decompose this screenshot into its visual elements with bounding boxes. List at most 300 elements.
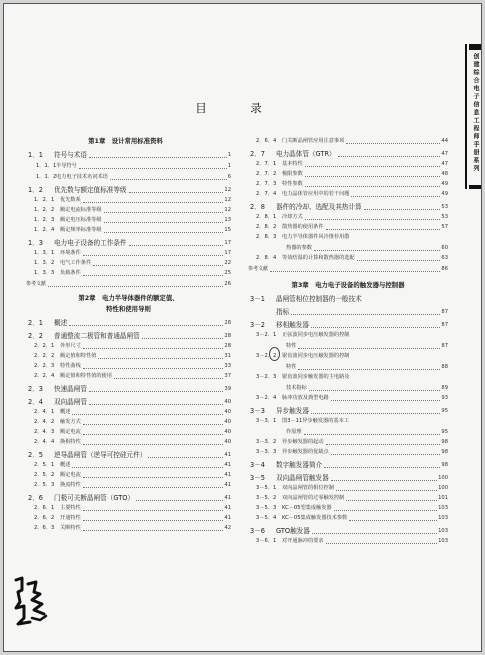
toc-page-number: 89 — [441, 385, 448, 391]
toc-entry — [248, 199, 448, 212]
toc-page-number: 98 — [441, 449, 448, 455]
toc-entry-title: 环境条件 — [60, 250, 81, 256]
toc-entry — [248, 304, 448, 317]
toc-page-number: 28 — [224, 320, 231, 326]
toc-leader-dots — [305, 166, 441, 167]
toc-entry — [26, 417, 231, 427]
toc-entry-title: 对开通脉冲的要求 — [282, 538, 324, 544]
toc-page-number: 25 — [224, 270, 231, 276]
toc-leader-dots — [331, 400, 441, 401]
toc-leader-dots — [338, 156, 441, 157]
toc-entry-number: 2．5．1 — [34, 462, 55, 468]
toc-entry-title: 散热器的使用条件 — [282, 224, 324, 230]
toc-page-number: 40 — [224, 409, 231, 415]
toc-entry — [26, 437, 231, 447]
toc-page-number: 95 — [441, 408, 448, 414]
toc-entry-number: 2．6 — [28, 494, 43, 502]
toc-leader-dots — [114, 378, 224, 379]
toc-entry — [248, 169, 448, 179]
toc-entry-title: 额定频率标准等级 — [60, 227, 102, 233]
toc-entry — [26, 248, 231, 258]
toc-entry-number: 3－6 — [250, 527, 265, 535]
toc-entry-title: 基本特性 — [282, 161, 303, 167]
toc-entry-title: 正弦波同步电压触发器的控制 — [282, 332, 350, 338]
toc-entry-number: 2．4．2 — [34, 419, 55, 425]
toc-entry — [248, 330, 448, 340]
toc-entry-title: 普通整流二极管和普通晶闸管 — [54, 332, 140, 340]
toc-leader-dots — [83, 434, 224, 435]
toc-entry-number: 2．7．3 — [256, 181, 277, 187]
toc-entry — [248, 291, 448, 304]
toc-entry-title: 晶闸管相位控制器的一般技术 — [276, 295, 362, 303]
toc-entry-title: KC－05型集成触发器 — [282, 505, 332, 511]
toc-entry-title: 特性 — [286, 343, 297, 349]
toc-page-number: 26 — [224, 281, 231, 287]
toc-page-number: 87 — [441, 343, 448, 349]
toc-page-number: 95 — [441, 429, 448, 435]
toc-entry-number: 2．3 — [28, 385, 43, 393]
toc-entry-number: 1．2．4 — [34, 227, 55, 233]
toc-entry-number: 2．2 — [28, 332, 43, 340]
toc-entry-number: 3－2．3 — [256, 374, 277, 380]
toc-leader-dots — [346, 143, 440, 144]
toc-page-number: 63 — [441, 255, 448, 261]
side-tab — [465, 44, 482, 189]
toc-page-number: 40 — [224, 439, 231, 445]
toc-entry — [26, 460, 231, 470]
toc-leader-dots — [346, 500, 437, 501]
toc-entry — [26, 470, 231, 480]
toc-page-number: 33 — [224, 363, 231, 369]
toc-leader-dots — [89, 404, 223, 405]
toc-page-number: 28 — [224, 333, 231, 339]
toc-entry-title: 图3－11异步触发器的基本工 — [282, 418, 349, 424]
document-page — [3, 3, 482, 652]
toc-entry-title: 额定值和特性值的使用 — [60, 373, 112, 379]
toc-entry-number: 2．8．2 — [256, 224, 277, 230]
toc-leader-dots — [305, 186, 441, 187]
toc-entry-number: 3－2 — [250, 321, 265, 329]
toc-page-number: 40 — [224, 399, 231, 405]
toc-entry-number: 2．8．1 — [256, 214, 277, 220]
toc-page-number: 86 — [441, 266, 448, 272]
toc-entry — [26, 268, 231, 278]
toc-page-number: 40 — [224, 419, 231, 425]
toc-entry-title: 双向晶闸管的相位控制 — [282, 485, 334, 491]
toc-entry — [248, 382, 448, 393]
toc-leader-dots — [83, 255, 224, 256]
toc-entry — [248, 536, 448, 546]
toc-leader-dots — [83, 477, 224, 478]
toc-leader-dots — [83, 444, 224, 445]
toc-page-number: 1 — [227, 152, 231, 158]
toc-entry — [26, 205, 231, 215]
toc-entry-title: 等效结温的计算和散热器的选配 — [282, 255, 355, 261]
toc-page-number: 41 — [224, 472, 231, 478]
toc-page-number: 17 — [224, 250, 231, 256]
toc-entry — [248, 242, 448, 253]
toc-page-number: 28 — [224, 343, 231, 349]
toc-entry-number: 1．1．2 — [36, 174, 57, 180]
toc-entry-title: 概述 — [60, 462, 71, 468]
toc-entry-number: 2．8．4 — [256, 255, 277, 261]
toc-leader-dots — [336, 490, 437, 491]
chapter-heading: 特性和使用导则 — [106, 305, 151, 313]
toc-leader-dots — [291, 314, 440, 315]
toc-entry — [248, 372, 448, 382]
toc-entry-title: KC－05集成触发器技术参数 — [282, 515, 348, 521]
toc-entry-title: 特性参数 — [282, 181, 303, 187]
toc-entry-title: 参考文献 — [26, 281, 47, 287]
toc-leader-dots — [326, 229, 441, 230]
toc-entry-number: 2．5．2 — [34, 472, 55, 478]
side-tab-text: 创建综合电子信息工程师手册系列 — [472, 53, 479, 173]
toc-page-number: 40 — [224, 429, 231, 435]
toc-entry-number: 3－3．1 — [256, 418, 277, 424]
toc-entry-number: 2．7．4 — [256, 191, 277, 197]
side-tab-bottom-bar — [469, 185, 482, 189]
toc-leader-dots — [98, 358, 223, 359]
toc-page-number: 53 — [441, 214, 448, 220]
toc-entry — [248, 416, 448, 426]
toc-page-number: 47 — [441, 151, 448, 157]
toc-leader-dots — [364, 209, 441, 210]
toc-page-number: 41 — [224, 515, 231, 521]
toc-page-number: 87 — [441, 322, 448, 328]
toc-page-number: 41 — [224, 482, 231, 488]
toc-entry — [26, 278, 231, 289]
toc-entry-number: 1．2．1 — [34, 197, 55, 203]
toc-entry — [248, 232, 448, 242]
toc-entry — [248, 263, 448, 274]
toc-entry — [26, 480, 231, 490]
toc-entry-title: 快速晶闸管 — [54, 385, 87, 393]
toc-leader-dots — [72, 467, 223, 468]
toc-page-number: 100 — [438, 485, 448, 491]
toc-entry — [248, 361, 448, 372]
toc-page-number: 88 — [441, 364, 448, 370]
toc-entry — [26, 235, 231, 248]
toc-entry — [26, 503, 231, 513]
toc-leader-dots — [324, 467, 440, 468]
toc-entry — [248, 159, 448, 169]
toc-page-number: 41 — [224, 452, 231, 458]
toc-page-number: 98 — [441, 462, 448, 468]
toc-entry — [26, 225, 231, 235]
toc-entry-title: 脉冲功放及典型电路 — [282, 395, 329, 401]
toc-entry — [26, 160, 231, 171]
toc-leader-dots — [83, 275, 224, 276]
toc-entry-number: 1．2．2 — [34, 207, 55, 213]
toc-page-number: 41 — [224, 505, 231, 511]
toc-page-number: 13 — [224, 217, 231, 223]
toc-entry-title: 逆导晶闸管（逆导可控硅元件） — [54, 451, 147, 459]
toc-page-number: 53 — [441, 204, 448, 210]
toc-leader-dots — [83, 530, 224, 531]
toc-entry-title: 负载条件 — [60, 270, 81, 276]
toc-entry-title: 电力晶体管应用中的若干问题 — [282, 191, 350, 197]
toc-leader-dots — [83, 510, 224, 511]
toc-leader-dots — [305, 219, 441, 220]
toc-entry — [248, 447, 448, 457]
toc-page-number: 39 — [224, 386, 231, 392]
toc-entry — [26, 381, 231, 394]
toc-entry-number: 2．4．1 — [34, 409, 55, 415]
toc-entry-title: 异步触发器的起动 — [282, 439, 324, 445]
toc-entry-number: 1．1．1 — [36, 163, 57, 169]
toc-page-number: 100 — [438, 475, 448, 481]
toc-page-number: 1 — [227, 163, 231, 169]
toc-entry-title: 优先数与额定值标准等级 — [54, 186, 127, 194]
toc-page-number: 22 — [224, 260, 231, 266]
toc-entry-number: 1．3．2 — [34, 260, 55, 266]
toc-entry-number: 2．1 — [28, 319, 43, 327]
toc-entry-title: 参考文献 — [248, 266, 269, 272]
toc-page-number: 103 — [438, 528, 448, 534]
toc-right-column — [248, 136, 448, 546]
toc-page-number: 17 — [224, 240, 231, 246]
toc-entry-title: 换相特性 — [60, 439, 81, 445]
toc-entry-title: 额定值和特性值 — [60, 353, 97, 359]
toc-entry-title: 门极可关断晶闸管（GTO） — [54, 494, 135, 502]
toc-page-number: 12 — [224, 207, 231, 213]
chapter-heading: 第3章 电力电子设备的触发器与控制器 — [291, 281, 405, 289]
toc-entry — [248, 253, 448, 263]
toc-leader-dots — [79, 168, 227, 169]
toc-page-number: 48 — [441, 171, 448, 177]
toc-entry — [26, 407, 231, 417]
toc-leader-dots — [304, 434, 441, 435]
toc-entry — [248, 426, 448, 437]
toc-page-number: 103 — [438, 538, 448, 544]
toc-leader-dots — [83, 202, 224, 203]
toc-entry-title: 额定电流标准等级 — [60, 207, 102, 213]
toc-page-number: 12 — [224, 197, 231, 203]
toc-entry-title: 额定电流 — [60, 429, 81, 435]
toc-entry — [248, 317, 448, 330]
toc-entry-title: 额定电压标准等级 — [60, 217, 102, 223]
toc-entry-title: GTO触发器 — [276, 527, 310, 535]
toc-page-number: 93 — [441, 395, 448, 401]
toc-entry-number: 1．1 — [28, 151, 43, 159]
page-title: 目 录 — [195, 101, 278, 115]
toc-leader-dots — [72, 414, 223, 415]
toc-entry-title: 开通特性 — [60, 515, 81, 521]
toc-page-number: 103 — [438, 505, 448, 511]
toc-leader-dots — [93, 265, 223, 266]
toc-entry-number: 2．2．1 — [34, 343, 55, 349]
toc-entry-number: 2．6．4 — [256, 138, 277, 144]
toc-entry — [248, 503, 448, 513]
toc-leader-dots — [142, 338, 224, 339]
toc-page-number: 41 — [224, 462, 231, 468]
toc-entry-title: 技术指标 — [286, 385, 307, 391]
toc-entry — [26, 447, 231, 460]
toc-leader-dots — [83, 520, 224, 521]
toc-entry-title: 主要特性 — [60, 505, 81, 511]
toc-entry-number: 1．2．3 — [34, 217, 55, 223]
toc-leader-dots — [148, 457, 223, 458]
toc-entry — [248, 493, 448, 503]
toc-entry-title: 特性 — [286, 364, 297, 370]
toc-leader-dots — [83, 368, 224, 369]
toc-leader-dots — [129, 192, 224, 193]
toc-page-number: 15 — [224, 227, 231, 233]
toc-page-number: 101 — [438, 495, 448, 501]
toc-entry-title: 双向晶闸管触发器 — [276, 474, 329, 482]
toc-entry-title: 作原理 — [286, 429, 302, 435]
toc-entry-title: 特性曲线 — [60, 363, 81, 369]
toc-leader-dots — [331, 454, 441, 455]
toc-entry-number: 3－3 — [250, 407, 265, 415]
toc-entry-number: 2．7．2 — [256, 171, 277, 177]
toc-entry — [248, 470, 448, 483]
toc-entry-title: 双向晶闸管的过零触发控制 — [282, 495, 345, 501]
toc-leader-dots — [357, 260, 441, 261]
toc-entry-number: 3－1 — [250, 295, 265, 303]
toc-entry-title: 异步触发器 — [276, 407, 309, 415]
toc-entry — [248, 222, 448, 232]
toc-page-number: 41 — [224, 495, 231, 501]
toc-leader-dots — [326, 543, 438, 544]
toc-entry — [248, 189, 448, 199]
toc-entry — [248, 457, 448, 470]
toc-entry-title: 电气工作条件 — [60, 260, 92, 266]
toc-entry-number: 2．2．3 — [34, 363, 55, 369]
toc-entry-title: 符号与术语 — [54, 151, 87, 159]
toc-entry-number: 2．4．4 — [34, 439, 55, 445]
toc-entry-number: 3－3．2 — [256, 439, 277, 445]
toc-entry-title: 优先数系 — [60, 197, 81, 203]
toc-entry-number: 2．2．2 — [34, 353, 55, 359]
toc-leader-dots — [270, 271, 440, 272]
toc-page-number: 103 — [438, 515, 448, 521]
toc-entry-number: 3－3．3 — [256, 449, 277, 455]
toc-leader-dots — [334, 510, 437, 511]
toc-leader-dots — [351, 196, 440, 197]
toc-page-number: 60 — [441, 245, 448, 251]
toc-entry — [26, 371, 231, 381]
toc-entry-number: 3－5 — [250, 474, 265, 482]
toc-entry — [26, 195, 231, 205]
toc-page-number: 12 — [224, 187, 231, 193]
toc-leader-dots — [83, 424, 224, 425]
toc-leader-dots — [104, 232, 224, 233]
toc-page-number: 42 — [224, 525, 231, 531]
toc-entry-number: 2．6．3 — [34, 525, 55, 531]
toc-leader-dots — [349, 520, 437, 521]
toc-page-number: 87 — [441, 309, 448, 315]
toc-page-number: 98 — [441, 439, 448, 445]
toc-entry-title: 异步触发器的优缺点 — [282, 449, 329, 455]
toc-entry-title: 极限参数 — [282, 171, 303, 177]
toc-leader-dots — [309, 390, 441, 391]
toc-entry — [26, 490, 231, 503]
toc-entry-number: 1．3．1 — [34, 250, 55, 256]
toc-entry — [248, 393, 448, 403]
toc-entry-title: 冷却方式 — [282, 214, 303, 220]
toc-entry-number: 2．6．2 — [34, 515, 55, 521]
toc-page-number: 49 — [441, 181, 448, 187]
toc-entry — [26, 182, 231, 195]
toc-entry-title: 换流特性 — [60, 482, 81, 488]
toc-entry-number: 2．7 — [250, 150, 265, 158]
toc-entry-number: 1．2 — [28, 186, 43, 194]
toc-leader-dots — [326, 444, 441, 445]
toc-leader-dots — [69, 325, 223, 326]
toc-entry — [26, 513, 231, 523]
toc-entry-number: 3－5．2 — [256, 495, 277, 501]
toc-entry — [248, 179, 448, 189]
toc-entry-number: 2．8．3 — [256, 234, 277, 240]
toc-entry-title: 概述 — [54, 319, 68, 327]
toc-entry — [26, 427, 231, 437]
toc-entry-number: 2．4 — [28, 398, 43, 406]
toc-entry-number: 2．2．4 — [34, 373, 55, 379]
toc-entry — [26, 315, 231, 328]
toc-leader-dots — [311, 327, 440, 328]
toc-entry-title: 锯齿波同步触发器的主电路及 — [282, 374, 350, 380]
toc-entry-number: 3－4 — [250, 461, 265, 469]
toc-entry-number: 1．3 — [28, 239, 43, 247]
toc-entry-number: 3－6．1 — [256, 538, 277, 544]
toc-page-number: 31 — [224, 353, 231, 359]
toc-entry-title: 门关断晶闸管应用注意事项 — [282, 138, 345, 144]
toc-entry — [248, 483, 448, 493]
toc-page-number: 37 — [224, 373, 231, 379]
toc-entry-title: 锯齿波同步电压触发器的控制 — [282, 353, 350, 359]
toc-leader-dots — [104, 212, 224, 213]
toc-leader-dots — [331, 480, 437, 481]
toc-entry — [26, 171, 231, 182]
toc-entry — [248, 212, 448, 222]
side-tab-top-bar — [469, 44, 482, 50]
toc-leader-dots — [83, 487, 224, 488]
toc-leader-dots — [129, 245, 224, 246]
toc-entry — [26, 215, 231, 225]
chapter-heading: 第1章 设计常用标准资料 — [88, 137, 163, 145]
toc-page-number: 49 — [441, 191, 448, 197]
toc-entry-title: 数字触发器简介 — [276, 461, 323, 469]
toc-entry-number: 3－2．2 — [256, 353, 277, 359]
toc-page-number: 6 — [227, 174, 231, 180]
toc-leader-dots — [298, 348, 440, 349]
toc-entry — [26, 394, 231, 407]
publisher-seal-logo — [10, 574, 50, 630]
toc-entry-title: 概述 — [60, 409, 71, 415]
toc-entry-title: 电力电子技术名词术语 — [56, 174, 108, 180]
toc-entry — [248, 523, 448, 536]
toc-entry-title: 双向晶闸管 — [54, 398, 87, 406]
toc-entry-number: 3－5．1 — [256, 485, 277, 491]
toc-entry — [26, 328, 231, 341]
handwritten-circle-mark — [269, 347, 280, 361]
toc-entry-title: 移相触发器 — [276, 321, 309, 329]
toc-leader-dots — [298, 369, 440, 370]
toc-entry-title: 半导符号 — [56, 163, 77, 169]
toc-entry — [248, 136, 448, 146]
toc-page-number: 44 — [441, 138, 448, 144]
toc-entry-title: 关断特性 — [60, 525, 81, 531]
chapter-heading: 第2章 电力半导体器件的额定值、 — [78, 294, 179, 302]
toc-entry — [26, 351, 231, 361]
toc-page-number: 47 — [441, 161, 448, 167]
toc-entry-title: 外形尺寸 — [60, 343, 81, 349]
toc-leader-dots — [305, 176, 441, 177]
toc-entry — [248, 437, 448, 447]
toc-entry — [26, 258, 231, 268]
toc-leader-dots — [83, 348, 224, 349]
